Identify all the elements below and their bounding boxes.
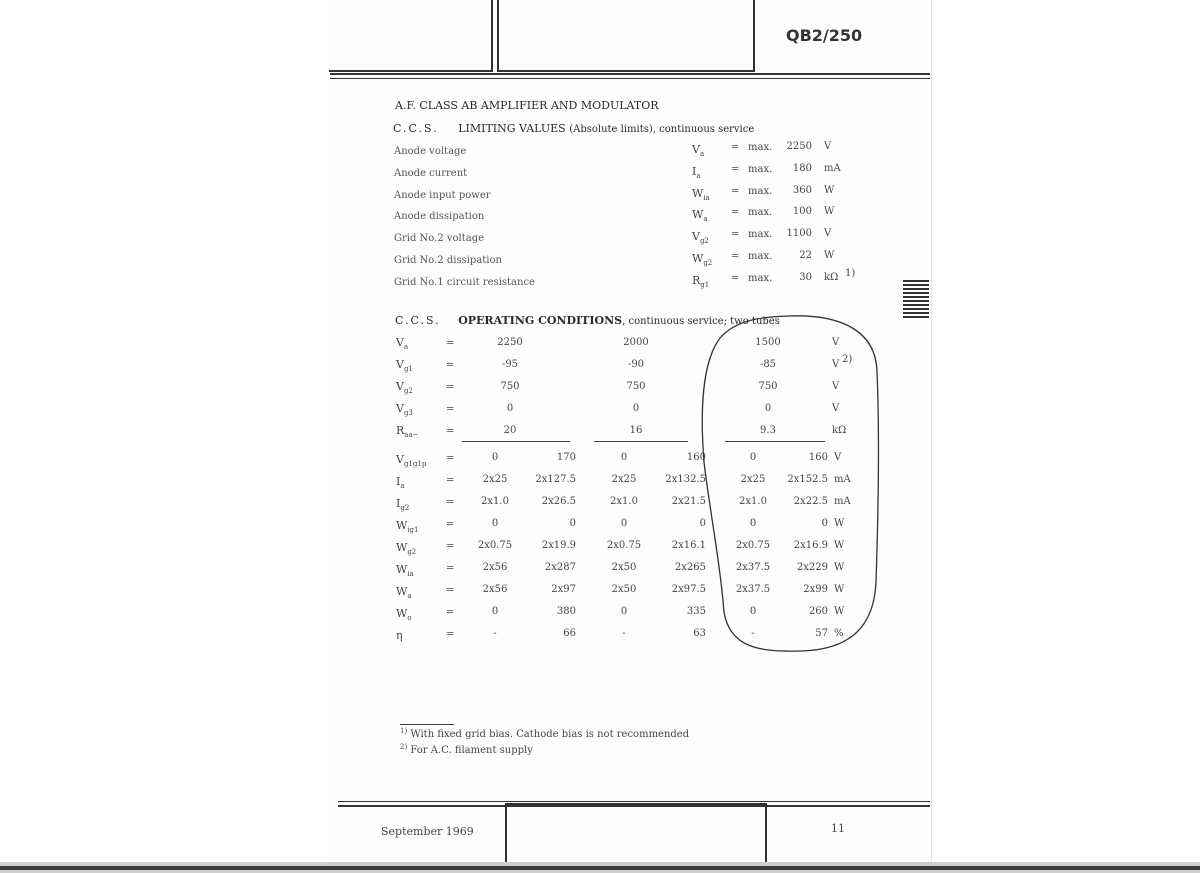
dynamic-value: 0 <box>620 606 628 617</box>
dynamic-unit: W <box>834 562 845 573</box>
limiting-max: max. <box>748 186 773 197</box>
dynamic-value: 2x229 <box>796 562 828 573</box>
operating-col2: 750 <box>626 381 646 392</box>
limiting-unit: W <box>824 250 835 261</box>
header-rule-2 <box>330 78 930 79</box>
dynamic-symbol <box>396 629 403 642</box>
dynamic-value: 2x16.1 <box>671 540 706 551</box>
dynamic-symbol-letter: W <box>396 519 408 532</box>
dynamic-value: 0 <box>569 518 576 529</box>
dynamic-value: - <box>622 628 626 639</box>
operating-col3: -85 <box>759 359 777 370</box>
dynamic-value: 0 <box>620 518 628 529</box>
operating-symbol-letter: V <box>396 358 404 371</box>
limiting-max: max. <box>748 142 773 153</box>
operating-equals: = <box>446 338 455 349</box>
dynamic-unit: W <box>834 584 845 595</box>
limiting-title: LIMITING VALUES <box>458 122 566 135</box>
dynamic-value: 0 <box>749 518 757 529</box>
dynamic-value: 0 <box>491 452 499 463</box>
dynamic-value: 2x1.0 <box>481 496 509 507</box>
dynamic-value: 2x152.5 <box>787 474 828 485</box>
operating-equals: = <box>446 382 455 393</box>
limiting-value: 22 <box>799 250 812 261</box>
dynamic-value: 0 <box>821 518 828 529</box>
limiting-equals: = <box>731 229 740 240</box>
dynamic-value: 160 <box>808 452 828 463</box>
dynamic-symbol-subscript: a <box>407 592 412 600</box>
footnote-2-text: For A.C. filament supply <box>410 745 533 756</box>
limiting-symbol-letter: I <box>692 165 697 178</box>
limiting-symbol <box>692 252 712 265</box>
limiting-equals: = <box>731 207 740 218</box>
operating-col2: 16 <box>629 425 643 436</box>
dynamic-equals: = <box>446 629 455 640</box>
dynamic-symbol-subscript: g1g1p <box>403 460 427 468</box>
limiting-symbol-letter: W <box>692 252 704 265</box>
limiting-value: 360 <box>792 185 812 196</box>
operating-symbol-letter: V <box>396 402 404 415</box>
operating-symbol <box>396 336 408 349</box>
limiting-symbol-subscript: a <box>703 215 708 223</box>
operating-symbol-letter: R <box>396 424 405 437</box>
dynamic-value: 2x1.0 <box>610 496 638 507</box>
operating-ccs: C.C.S. <box>395 314 441 327</box>
operating-col3: 750 <box>758 381 778 392</box>
dynamic-value: 2x0.75 <box>477 540 513 551</box>
dynamic-unit: W <box>834 518 845 529</box>
dynamic-value: 2x26.5 <box>541 496 576 507</box>
dynamic-value: 2x1.0 <box>739 496 767 507</box>
dynamic-symbol-letter: W <box>396 585 408 598</box>
footnote-1 <box>400 729 689 740</box>
limiting-equals: = <box>731 186 740 197</box>
dynamic-value: 2x97.5 <box>671 584 706 595</box>
limiting-equals: = <box>731 164 740 175</box>
limiting-symbol-subscript: g1 <box>700 281 710 289</box>
dynamic-value: 2x56 <box>482 562 508 573</box>
header-box-middle <box>497 0 755 72</box>
scan-bottom-edge <box>0 862 1200 873</box>
dynamic-value: 2x56 <box>482 584 508 595</box>
dynamic-unit: V <box>834 452 842 463</box>
limiting-label: Grid No.1 circuit resistance <box>394 277 535 288</box>
footnote-1-text: With fixed grid bias. Cathode bias is not recommended <box>410 729 690 740</box>
dynamic-value: 2x127.5 <box>535 474 576 485</box>
dynamic-unit: mA <box>834 474 851 485</box>
dynamic-equals: = <box>446 541 455 552</box>
dynamic-value: 0 <box>699 518 706 529</box>
dynamic-symbol-subscript: g2 <box>400 504 410 512</box>
operating-equals: = <box>446 360 455 371</box>
limiting-value: 1100 <box>786 228 812 239</box>
dynamic-symbol-subscript: g2 <box>407 548 417 556</box>
dynamic-unit: W <box>834 606 845 617</box>
limiting-unit: W <box>824 185 835 196</box>
dynamic-value: - <box>493 628 497 639</box>
dynamic-equals: = <box>446 475 455 486</box>
limiting-max: max. <box>748 164 773 175</box>
dynamic-value: 2x0.75 <box>606 540 642 551</box>
dynamic-value: 2x25 <box>611 474 637 485</box>
dynamic-symbol <box>396 607 412 620</box>
limiting-symbol <box>692 230 709 243</box>
limiting-unit: kΩ <box>824 272 839 283</box>
limiting-symbol-subscript: g2 <box>703 259 713 267</box>
limiting-subtitle: (Absolute limits), continuous service <box>569 124 755 135</box>
limiting-max: max. <box>748 251 773 262</box>
operating-unit: kΩ <box>832 425 847 436</box>
limiting-max: max. <box>748 207 773 218</box>
dynamic-equals: = <box>446 607 455 618</box>
dynamic-symbol <box>396 563 414 576</box>
operating-col3: 9.3 <box>760 425 776 436</box>
limiting-symbol-subscript: ia <box>703 194 710 202</box>
limiting-note: 1) <box>845 268 856 279</box>
dynamic-value: 160 <box>686 452 706 463</box>
dynamic-value: 2x50 <box>611 562 637 573</box>
section-title: A.F. CLASS AB AMPLIFIER AND MODULATOR <box>395 99 659 112</box>
footnote-rule <box>400 724 454 725</box>
operating-title: OPERATING CONDITIONS <box>458 314 623 327</box>
operating-equals: = <box>446 426 455 437</box>
dynamic-symbol-subscript: ig1 <box>407 526 419 534</box>
limiting-value: 2250 <box>786 141 812 152</box>
dynamic-value: 2x16.9 <box>793 540 828 551</box>
limiting-heading <box>393 122 754 135</box>
operating-symbol-letter: V <box>396 336 404 349</box>
limiting-value: 100 <box>792 206 812 217</box>
operating-symbol-subscript: g1 <box>403 365 413 373</box>
operating-heading <box>395 314 780 327</box>
dynamic-symbol <box>396 453 426 466</box>
operating-symbol <box>396 402 413 415</box>
operating-subtitle: , continuous service; two tubes <box>622 316 780 327</box>
footnote-2-mark: 2) <box>400 743 408 751</box>
operating-unit: V <box>832 381 840 392</box>
dynamic-symbol <box>396 497 409 510</box>
operating-col3: 0 <box>764 403 772 414</box>
operating-symbol-letter: V <box>396 380 404 393</box>
limiting-value: 180 <box>792 163 812 174</box>
limiting-label: Anode dissipation <box>394 211 485 222</box>
column-separator-3 <box>725 441 825 442</box>
operating-symbol <box>396 424 419 437</box>
operating-col1: 0 <box>506 403 514 414</box>
header-rule-1 <box>330 73 930 75</box>
dynamic-value: 0 <box>491 606 499 617</box>
operating-symbol-subscript: g3 <box>403 409 413 417</box>
limiting-value: 30 <box>799 272 812 283</box>
dynamic-symbol-subscript: a <box>400 482 405 490</box>
dynamic-value: 2x37.5 <box>735 562 771 573</box>
footer-box-middle <box>505 803 767 871</box>
footer-page-number: 11 <box>831 822 845 835</box>
dynamic-value: 2x19.9 <box>541 540 576 551</box>
limiting-symbol-subscript: a <box>696 172 701 180</box>
operating-col1: 750 <box>500 381 520 392</box>
limiting-unit: mA <box>824 163 841 174</box>
dynamic-value: 2x99 <box>803 584 828 595</box>
limiting-symbol-letter: V <box>692 143 700 156</box>
column-separator-1 <box>462 441 570 442</box>
operating-col2: -90 <box>627 359 645 370</box>
dynamic-value: 2x25 <box>740 474 766 485</box>
limiting-unit: V <box>824 141 832 152</box>
dynamic-value: 63 <box>693 628 706 639</box>
limiting-ccs: C.C.S. <box>393 122 439 135</box>
dynamic-symbol-letter: I <box>396 497 401 510</box>
operating-col3: 1500 <box>755 337 781 348</box>
limiting-symbol <box>692 143 704 156</box>
dynamic-value: 0 <box>749 606 757 617</box>
dynamic-value: 0 <box>491 518 499 529</box>
operating-equals: = <box>446 404 455 415</box>
limiting-symbol-letter: V <box>692 230 700 243</box>
dynamic-value: 380 <box>556 606 576 617</box>
operating-unit: V <box>832 403 840 414</box>
dynamic-value: 66 <box>563 628 576 639</box>
dynamic-symbol-letter: I <box>396 475 401 488</box>
operating-symbol <box>396 358 413 371</box>
dynamic-symbol <box>396 585 412 598</box>
dynamic-symbol-letter: V <box>396 453 404 466</box>
operating-symbol-subscript: g2 <box>403 387 413 395</box>
limiting-max: max. <box>748 229 773 240</box>
dynamic-value: - <box>751 628 755 639</box>
limiting-symbol-letter: R <box>692 274 701 287</box>
dynamic-unit: % <box>834 628 844 639</box>
dynamic-value: 2x22.5 <box>793 496 828 507</box>
dynamic-symbol-letter: η <box>396 629 403 642</box>
footer-rule-1 <box>338 801 930 802</box>
operating-note: 2) <box>842 354 853 365</box>
operating-col2: 0 <box>632 403 640 414</box>
limiting-symbol <box>692 208 708 221</box>
operating-symbol-subscript: a <box>403 343 409 351</box>
dynamic-symbol <box>396 475 405 488</box>
operating-unit: V <box>832 337 840 348</box>
operating-col1: -95 <box>501 359 519 370</box>
dynamic-symbol-letter: W <box>396 541 408 554</box>
dynamic-value: 2x21.5 <box>671 496 706 507</box>
limiting-symbol-subscript: g2 <box>699 237 709 245</box>
footnote-2 <box>400 745 533 756</box>
dynamic-value: 2x25 <box>482 474 508 485</box>
dynamic-value: 2x132.5 <box>665 474 706 485</box>
dynamic-symbol-letter: W <box>396 563 408 576</box>
operating-col2: 2000 <box>623 337 649 348</box>
dynamic-symbol <box>396 541 416 554</box>
edge-marker <box>903 280 929 318</box>
limiting-unit: W <box>824 206 835 217</box>
dynamic-value: 0 <box>620 452 628 463</box>
dynamic-value: 2x97 <box>551 584 576 595</box>
limiting-equals: = <box>731 273 740 284</box>
dynamic-symbol <box>396 519 419 532</box>
dynamic-unit: W <box>834 540 845 551</box>
dynamic-value: 2x0.75 <box>735 540 771 551</box>
dynamic-equals: = <box>446 585 455 596</box>
limiting-equals: = <box>731 142 740 153</box>
dynamic-unit: mA <box>834 496 851 507</box>
limiting-label: Anode input power <box>394 190 491 201</box>
dynamic-value: 2x50 <box>611 584 637 595</box>
footnote-1-mark: 1) <box>400 727 408 735</box>
dynamic-equals: = <box>446 497 455 508</box>
limiting-symbol <box>692 274 709 287</box>
limiting-unit: V <box>824 228 832 239</box>
dynamic-value: 260 <box>808 606 828 617</box>
dynamic-equals: = <box>446 519 455 530</box>
dynamic-symbol-subscript: o <box>407 614 412 622</box>
footer-date: September 1969 <box>381 825 474 838</box>
limiting-symbol-subscript: a <box>699 150 705 158</box>
dynamic-equals: = <box>446 453 455 464</box>
limiting-symbol-letter: W <box>692 187 704 200</box>
dynamic-value: 170 <box>556 452 576 463</box>
tube-type-title: QB2/250 <box>786 26 863 45</box>
dynamic-symbol-letter: W <box>396 607 408 620</box>
limiting-label: Anode voltage <box>394 146 467 157</box>
operating-unit: V <box>832 359 840 370</box>
limiting-max: max. <box>748 273 773 284</box>
dynamic-symbol-subscript: ia <box>407 570 414 578</box>
dynamic-equals: = <box>446 563 455 574</box>
dynamic-value: 0 <box>749 452 757 463</box>
dynamic-value: 2x265 <box>674 562 706 573</box>
limiting-label: Grid No.2 voltage <box>394 233 485 244</box>
dynamic-value: 335 <box>686 606 706 617</box>
header-box-left <box>329 0 493 72</box>
dynamic-value: 57 <box>815 628 828 639</box>
limiting-equals: = <box>731 251 740 262</box>
limiting-symbol <box>692 187 710 200</box>
limiting-symbol <box>692 165 701 178</box>
operating-col1: 20 <box>503 425 517 436</box>
operating-symbol <box>396 380 413 393</box>
dynamic-value: 2x287 <box>544 562 576 573</box>
column-separator-2 <box>594 441 688 442</box>
operating-col1: 2250 <box>497 337 523 348</box>
dynamic-value: 2x37.5 <box>735 584 771 595</box>
limiting-label: Grid No.2 dissipation <box>394 255 502 266</box>
limiting-symbol-letter: W <box>692 208 704 221</box>
limiting-label: Anode current <box>394 168 468 179</box>
operating-symbol-subscript: aa~ <box>404 431 419 439</box>
